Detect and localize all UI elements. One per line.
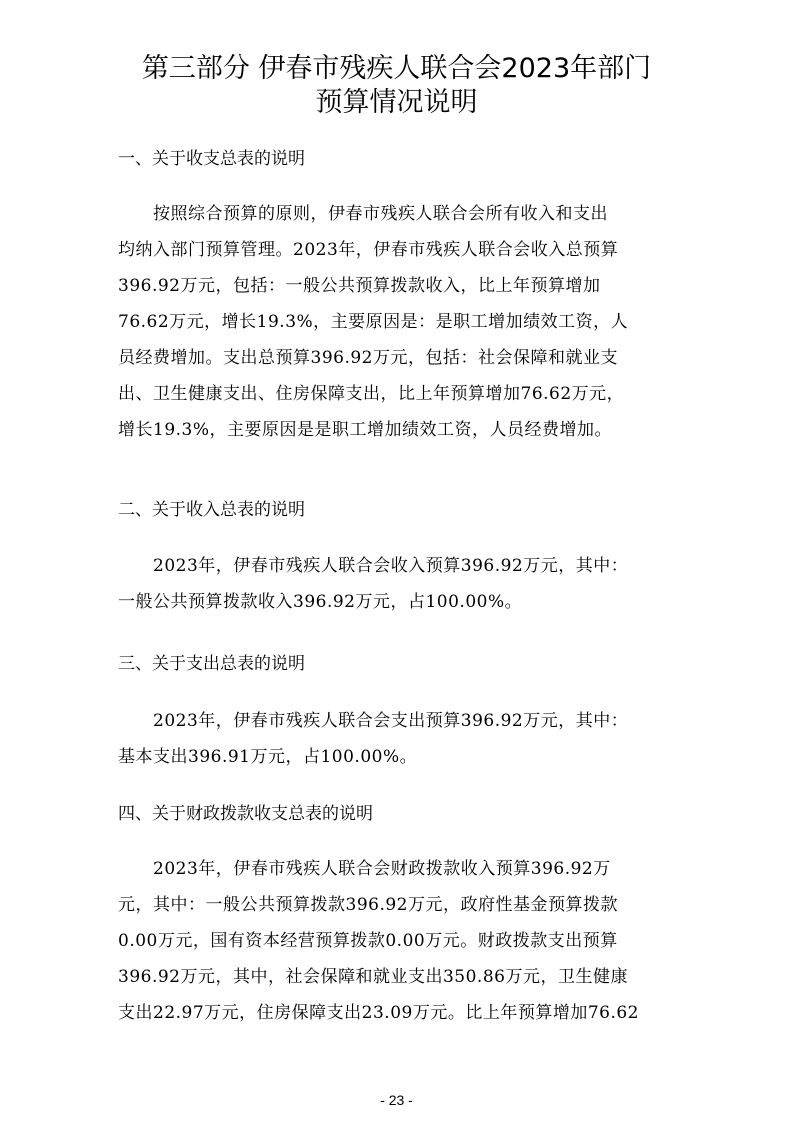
paragraph-line: 396.92万元，包括：一般公共预算拨款收入，比上年预算增加 [118,276,601,296]
page-title [0,52,793,120]
paragraph-line: 出、卫生健康支出、住房保障支出，比上年预算增加76.62万元， [118,384,625,404]
paragraph-line: 2023年，伊春市残疾人联合会财政拨款收入预算396.92万 [118,859,611,879]
paragraph-line: 0.00万元，国有资本经营预算拨款0.00万元。财政拨款支出预算 [118,931,618,951]
paragraph-line: 一般公共预算拨款收入396.92万元，占100.00%。 [118,592,523,612]
paragraph-line: 396.92万元，其中，社会保障和就业支出350.86万元，卫生健康 [118,967,628,987]
paragraph-line: 员经费增加。支出总预算396.92万元，包括：社会保障和就业支 [118,348,618,368]
title-line-2: 预算情况说明 [315,87,478,118]
section-heading-3: 三、关于支出总表的说明 [118,654,305,674]
paragraph-line: 元，其中：一般公共预算拨款396.92万元，政府性基金预算拨款 [118,895,618,915]
paragraph-line: 增长19.3%，主要原因是是职工增加绩效工资，人员经费增加。 [118,420,613,440]
title-line-1: 第三部分 伊春市残疾人联合会2023年部门 [141,53,652,84]
page-number: - 23 - [380,1092,413,1108]
paragraph-line: 2023年，伊春市残疾人联合会支出预算396.92万元，其中： [118,711,629,731]
section-heading-4: 四、关于财政拨款收支总表的说明 [118,804,373,824]
paragraph-line: 均纳入部门预算管理。2023年，伊春市残疾人联合会收入总预算 [118,240,619,260]
section-body-1 [118,196,688,448]
section-body-2 [118,548,688,620]
paragraph-line: 2023年，伊春市残疾人联合会收入预算396.92万元，其中： [118,556,629,576]
section-body-4 [118,851,688,1031]
paragraph-line: 基本支出396.91万元，占100.00%。 [118,747,418,767]
section-heading-2: 二、关于收入总表的说明 [118,500,305,520]
section-heading-1: 一、关于收支总表的说明 [118,149,305,169]
paragraph-line: 76.62万元，增长19.3%，主要原因是：是职工增加绩效工资，人 [118,312,629,332]
paragraph-line: 支出22.97万元，住房保障支出23.09万元。比上年预算增加76.62 [118,1003,640,1023]
section-body-3 [118,703,688,775]
paragraph-line: 按照综合预算的原则，伊春市残疾人联合会所有收入和支出 [118,204,608,224]
